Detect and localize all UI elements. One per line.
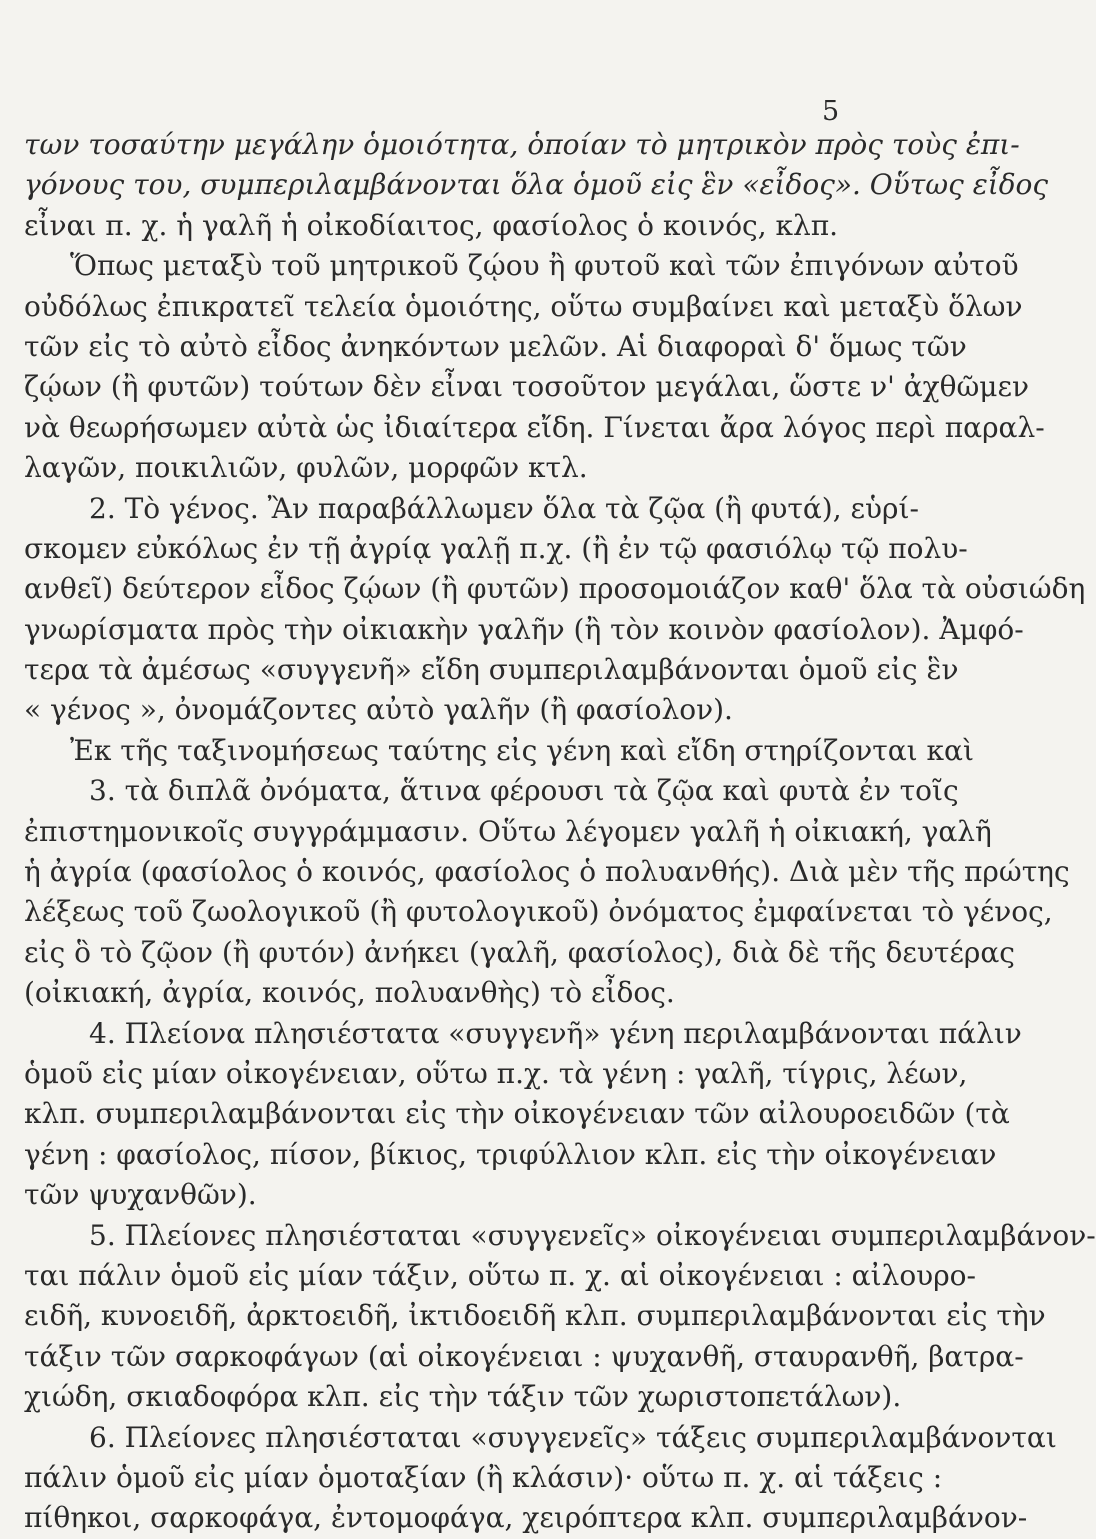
text-body [24,125,1096,1539]
text-line: γνωρίσματα πρὸς τὴν οἰκιακὴν γαλῆν (ἢ τὸν κοινὸν φασίολον). Ἀμφό- [24,612,1024,646]
text-line: 6. Πλείονες πλησιέσταται «συγγενεῖς» τάξεις συμπεριλαμβάνονται [89,1420,1057,1454]
text-line: 4. Πλείονα πλησιέστατα «συγγενῆ» γένη περιλαμβάνονται πάλιν [89,1016,1022,1050]
text-line: κλπ. συμπεριλαμβάνονται εἰς τὴν οἰκογένειαν τῶν αἰλουροειδῶν (τὰ [24,1097,1010,1131]
text-line: (οἰκιακή, ἀγρία, κοινός, πολυανθὴς) τὸ εἶδος. [24,976,675,1010]
text-line: ανθεῖ) δεύτερον εἶδος ζῴων (ἢ φυτῶν) προσομοιάζον καθ' ὅλα τὰ οὐσιώδη [24,572,1086,606]
text-line: Ὅπως μεταξὺ τοῦ μητρικοῦ ζῴου ἢ φυτοῦ καὶ τῶν ἐπιγόνων αὐτοῦ [70,249,1019,283]
text-line: νὰ θεωρήσωμεν αὐτὰ ὡς ἰδιαίτερα εἴδη. Γίνεται ἄρα λόγος περὶ παραλ- [24,410,1045,444]
text-line: χιώδη, σκιαδοφόρα κλπ. εἰς τὴν τάξιν τῶν χωριστοπετάλων). [24,1380,902,1414]
text-line: « γένος », ὀνομάζοντες αὐτὸ γαλῆν (ἢ φασίολον). [24,693,733,727]
text-line: τῶν εἰς τὸ αὐτὸ εἶδος ἀνηκόντων μελῶν. Αἱ διαφοραὶ δ' ὅμως τῶν [24,329,967,363]
text-line: εἰς ὃ τὸ ζῷον (ἢ φυτόν) ἀνήκει (γαλῆ, φασίολος), διὰ δὲ τῆς δευτέρας [24,935,1015,969]
text-line: ἐπιστημονικοῖς συγγράμμασιν. Οὕτω λέγομεν γαλῆ ἡ οἰκιακή, γαλῆ [24,814,992,848]
text-line: γένη : φασίολος, πίσον, βίκιος, τριφύλλιον κλπ. εἰς τὴν οἰκογένειαν [24,1137,997,1171]
text-line: ται πάλιν ὁμοῦ εἰς μίαν τάξιν, οὕτω π. χ. αἱ οἰκογένειαι : αἰλουρο- [24,1258,976,1292]
text-line: Ἐκ τῆς ταξινομήσεως ταύτης εἰς γένη καὶ εἴδη στηρίζονται καὶ [70,733,974,767]
text-line: των τοσαύτην μεγάλην ὁμοιότητα, ὁποίαν τὸ μητρικὸν πρὸς τοὺς ἐπι- [24,128,1020,161]
page-number: 5 [822,96,840,127]
text-line: σκομεν εὐκόλως ἐν τῇ ἀγρίᾳ γαλῇ π.χ. (ἢ ἐν τῷ φασιόλῳ τῷ πολυ- [24,531,968,565]
text-line: 2. Τὸ γένος. Ἂν παραβάλλωμεν ὅλα τὰ ζῷα (ἢ φυτά), εὑρί- [89,491,919,525]
text-line: πάλιν ὁμοῦ εἰς μίαν ὁμοταξίαν (ἢ κλάσιν)· οὕτω π. χ. αἱ τάξεις : [24,1460,943,1494]
text-line: 5. Πλείονες πλησιέσταται «συγγενεῖς» οἰκογένειαι συμπεριλαμβάνον- [89,1218,1096,1252]
text-line: ειδῆ, κυνοειδῆ, ἀρκτοειδῆ, ἰκτιδοειδῆ κλπ. συμπεριλαμβάνονται εἰς τὴν [24,1299,1046,1333]
text-line: γόνους του, συμπεριλαμβάνονται ὅλα ὁμοῦ εἰς ἓν «εἶδος». Οὕτως εἶδος [24,168,1049,202]
text-line: 3. τὰ διπλᾶ ὀνόματα, ἅτινα φέρουσι τὰ ζῷα καὶ φυτὰ ἐν τοῖς [89,774,959,808]
text-line: ζῴων (ἢ φυτῶν) τούτων δὲν εἶναι τοσοῦτον μεγάλαι, ὥστε ν' ἀχθῶμεν [24,370,1030,404]
text-line: τερα τὰ ἀμέσως «συγγενῆ» εἴδη συμπεριλαμβάνονται ὁμοῦ εἰς ἓν [24,653,959,687]
text-line: πίθηκοι, σαρκοφάγα, ἐντομοφάγα, χειρόπτερα κλπ. συμπεριλαμβάνον- [24,1501,1028,1535]
text-line: οὐδόλως ἐπικρατεῖ τελεία ὁμοιότης, οὕτω συμβαίνει καὶ μεταξὺ ὅλων [24,289,1023,323]
text-line: λέξεως τοῦ ζωολογικοῦ (ἢ φυτολογικοῦ) ὀνόματος ἐμφαίνεται τὸ γένος, [24,895,1053,929]
text-line: ὁμοῦ εἰς μίαν οἰκογένειαν, οὕτω π.χ. τὰ γένη : γαλῆ, τίγρις, λέων, [24,1056,968,1090]
text-line: λαγῶν, ποικιλιῶν, φυλῶν, μορφῶν κτλ. [24,451,588,485]
text-line: τῶν ψυχανθῶν). [24,1178,257,1212]
text-line: τάξιν τῶν σαρκοφάγων (αἱ οἰκογένειαι : ψυχανθῆ, σταυρανθῆ, βατρα- [24,1339,1024,1373]
text-line: ἡ ἀγρία (φασίολος ὁ κοινός, φασίολος ὁ πολυανθής). Διὰ μὲν τῆς πρώτης [24,855,1070,889]
text-line: εἶναι π. χ. ἡ γαλῆ ἡ οἰκοδίαιτος, φασίολος ὁ κοινός, κλπ. [24,208,839,242]
